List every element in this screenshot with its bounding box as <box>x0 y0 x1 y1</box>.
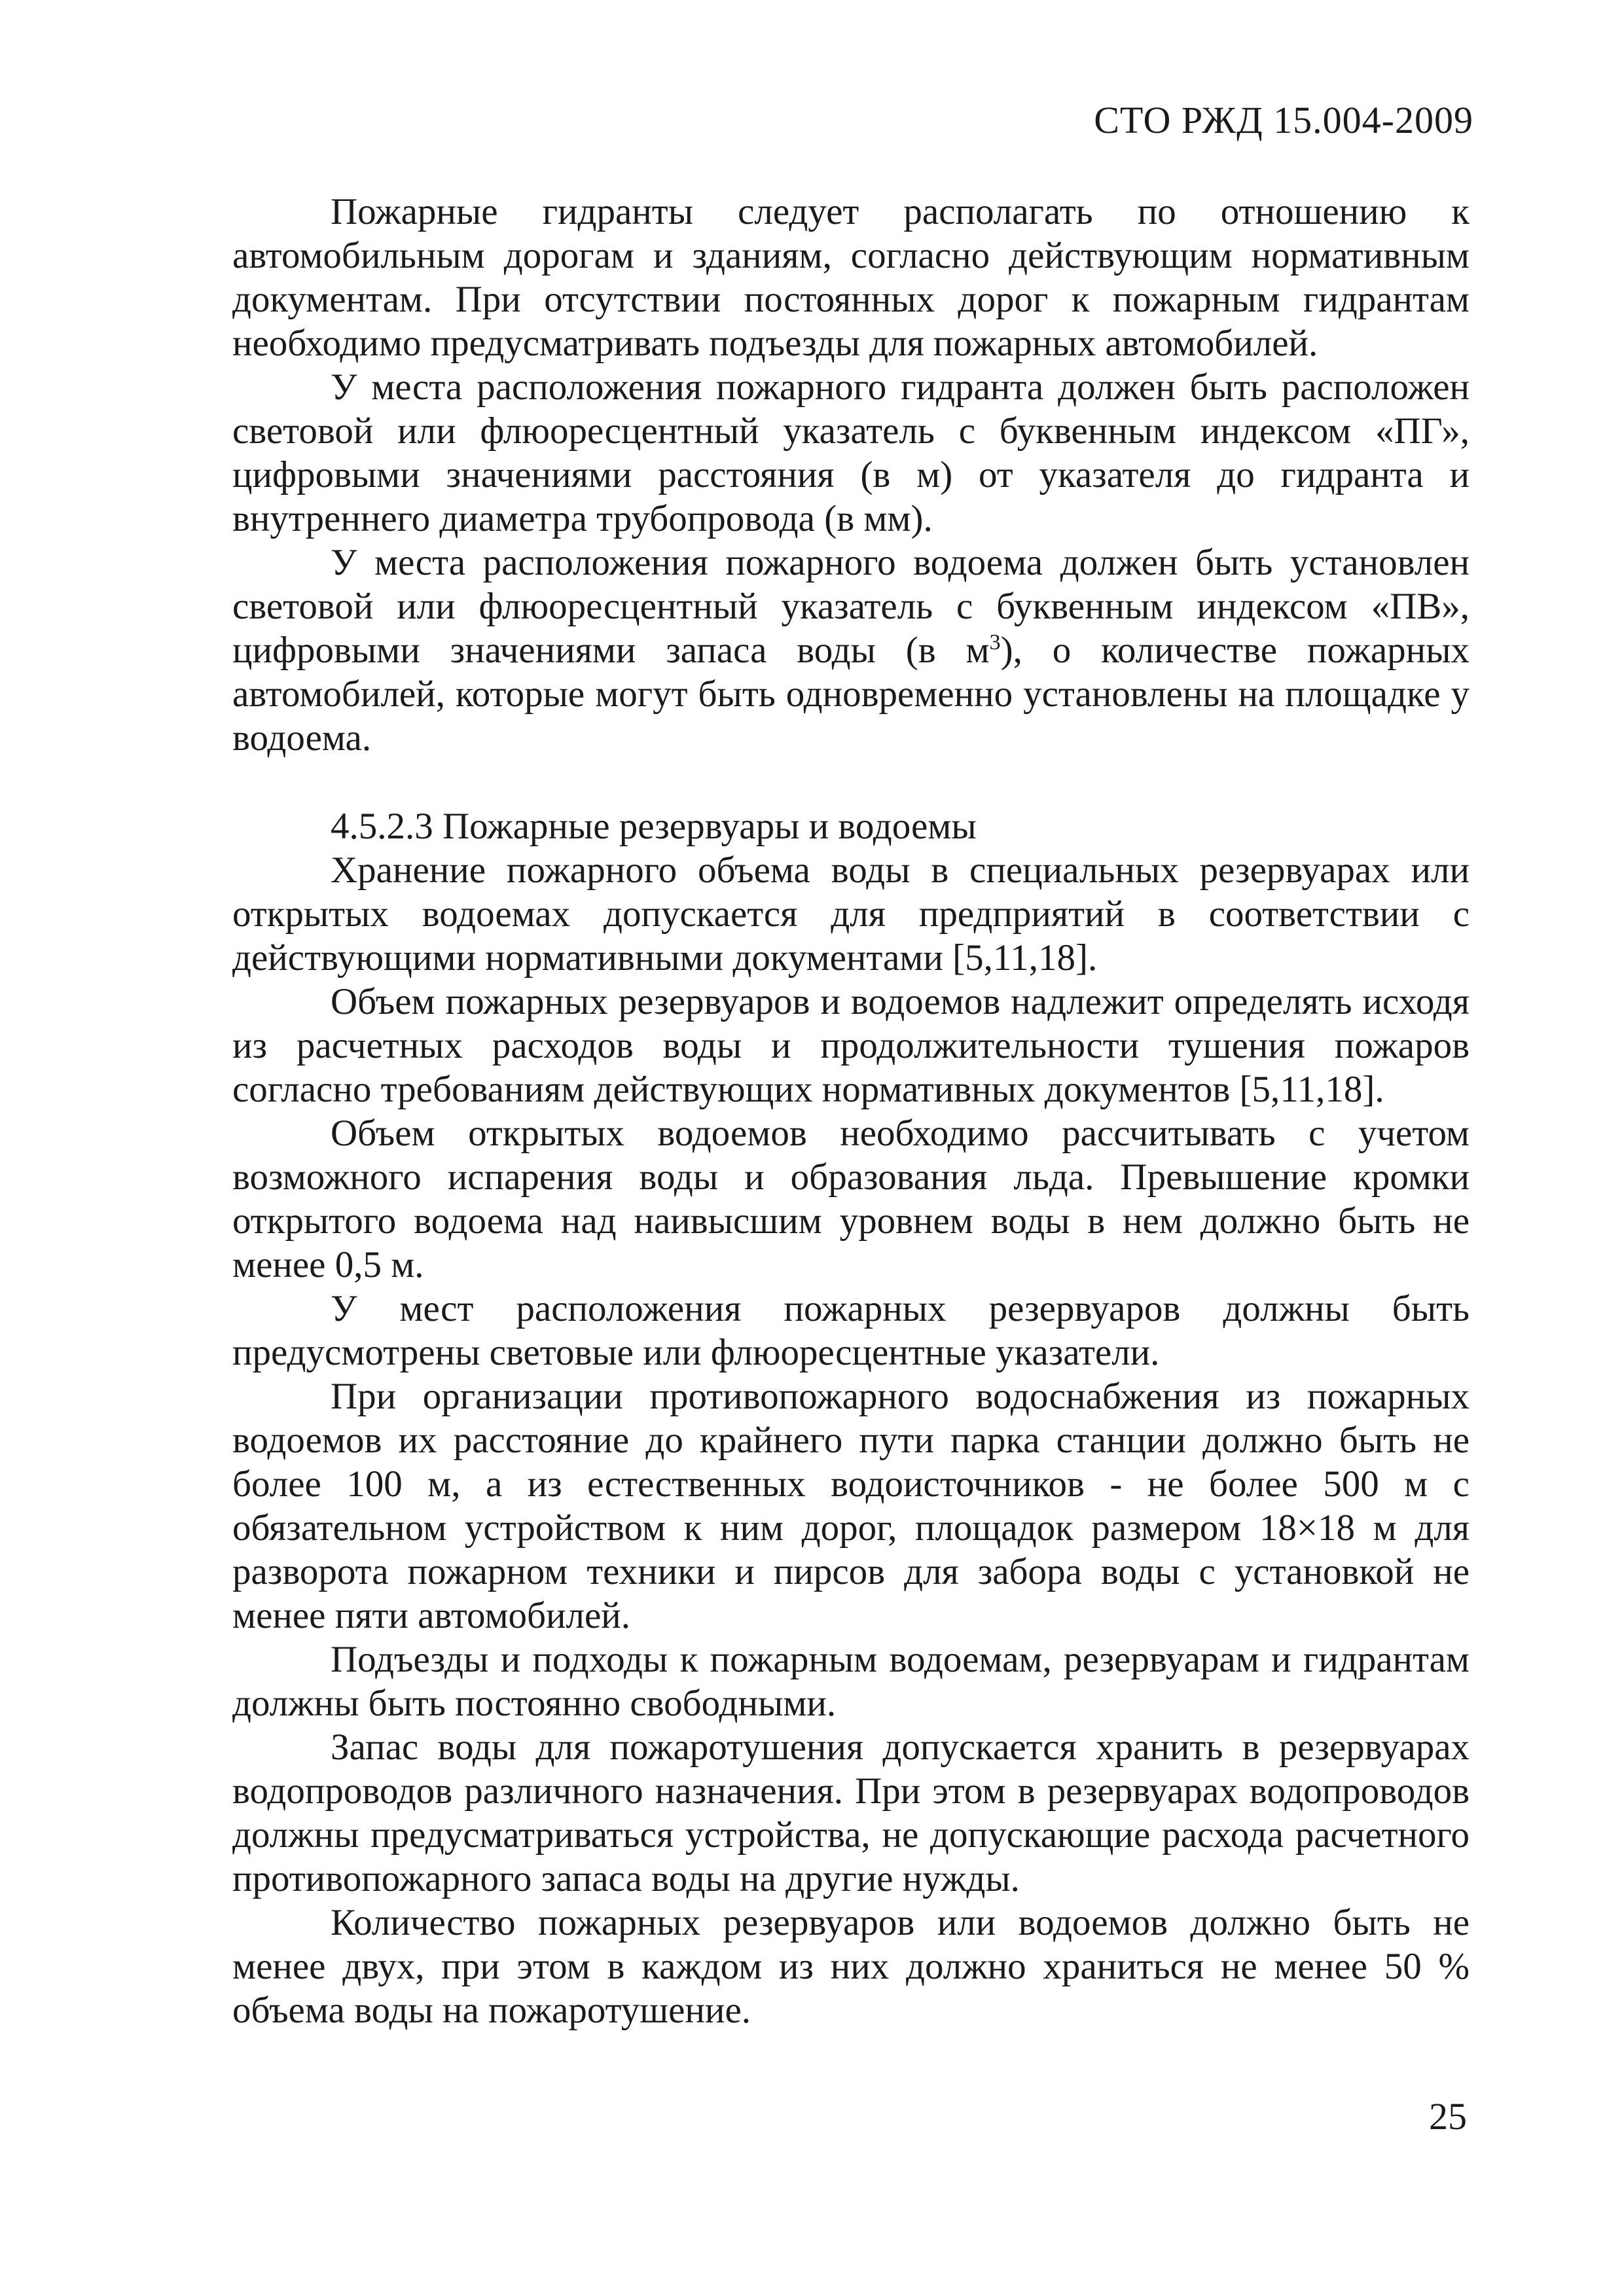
section-heading-4-5-2-3: 4.5.2.3 Пожарные резервуары и водоемы <box>331 806 977 847</box>
page-number: 25 <box>1429 2095 1467 2138</box>
paragraph-reservoir-sign-text-1: У места расположения пожарного водоема должен быть установлен световой или флюоресцентный указатель с буквенным индексом «ПВ», цифровыми значениями запаса воды (в м <box>232 542 1470 671</box>
paragraph-hydrant-sign: У места расположения пожарного гидранта должен быть расположен световой или флюоресцентный указатель с буквенным индексом «ПГ», цифровыми значениями расстояния (в м) от указателя до гидранта и внутреннего диаметра трубопровода (в мм). <box>232 367 1470 539</box>
superscript-cubic: 3 <box>989 630 1001 655</box>
paragraph-reservoir-sign-text-2: ), о количестве пожарных автомобилей, которые могут быть одновременно установлены на площадке у водоема. <box>232 630 1470 759</box>
paragraph-water-storage: Хранение пожарного объема воды в специальных резервуарах или открытых водоемах допускается для предприятий в соответствии с действующими нормативными документами [5,11,18]. <box>232 850 1470 978</box>
paragraph-access-roads: Подъезды и подходы к пожарным водоемам, резервуарам и гидрантам должны быть постоянно свободными. <box>232 1639 1470 1724</box>
page-body <box>232 190 1470 2032</box>
paragraph-hydrant-placement: Пожарные гидранты следует располагать по отношению к автомобильным дорогам и зданиям, согласно действующим нормативным документам. При отсутствии постоянных дорог к пожарным гидрантам необходимо предусматривать подъезды для пожарных автомобилей. <box>232 191 1470 364</box>
paragraph-open-reservoir-volume: Объем открытых водоемов необходимо рассчитывать с учетом возможного испарения воды и образования льда. Превышение кромки открытого водоема над наивысшим уровнем воды в нем должно быть не менее 0,5 м. <box>232 1113 1470 1285</box>
document-code-header: СТО РЖД 15.004-2009 <box>1094 99 1473 141</box>
paragraph-reservoir-signs: У мест расположения пожарных резервуаров должны быть предусмотрены световые или флюоресцентные указатели. <box>232 1288 1470 1373</box>
paragraph-reservoir-sign <box>232 541 1470 760</box>
paragraph-water-reserve: Запас воды для пожаротушения допускается хранить в резервуарах водопроводов различного назначения. При этом в резервуарах водопроводов должны предусматриваться устройства, не допускающие расхода расчетного противопожарного запаса воды на другие нужды. <box>232 1727 1470 1899</box>
paragraph-reservoir-volume: Объем пожарных резервуаров и водоемов надлежит определять исходя из расчетных расходов воды и продолжительности тушения пожаров согласно требованиям действующих нормативных документов [5,11,18]. <box>232 981 1470 1110</box>
paragraph-reservoir-count: Количество пожарных резервуаров или водоемов должно быть не менее двух, при этом в каждом из них должно храниться не менее 50 % объема воды на пожаротушение. <box>232 1902 1470 2031</box>
paragraph-reservoir-distance: При организации противопожарного водоснабжения из пожарных водоемов их расстояние до крайнего пути парка станции должно быть не более 100 м, а из естественных водоисточников - не более 500 м с обязательном устройством к ним дорог, площадок размером 18×18 м для разворота пожарном техники и пирсов для забора воды с установкой не менее пяти автомобилей. <box>232 1376 1470 1636</box>
